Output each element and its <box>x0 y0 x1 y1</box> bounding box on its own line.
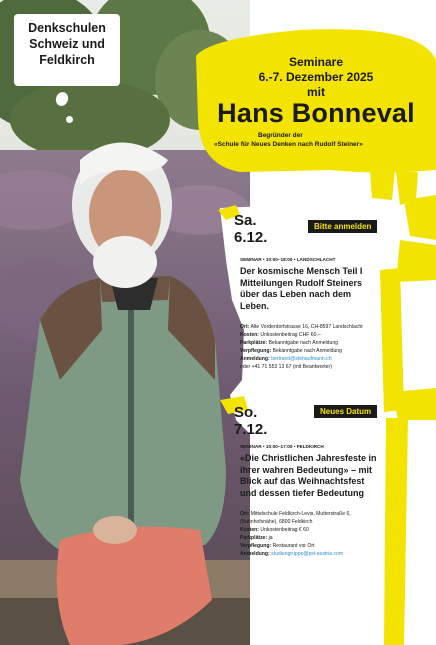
detail-value: Bekanntgabe nach Anmeldung <box>272 348 342 354</box>
header-seminare: Seminare <box>288 55 344 69</box>
bubble-line-1: Denkschulen <box>28 21 106 35</box>
bubble-line-2: Schweiz und <box>29 37 105 51</box>
detail-row <box>240 550 420 558</box>
detail-label: Ort: <box>240 324 250 330</box>
header-mit: mit <box>307 85 325 99</box>
event-title-line: über das Leben nach dem <box>240 289 352 300</box>
detail-row <box>240 355 420 363</box>
detail-value: Unkostenbeitrag € 60 <box>260 527 309 533</box>
email-link[interactable]: studiengruppe@psi-austria.com <box>271 551 344 557</box>
event-title-line: Leben. <box>240 300 270 311</box>
detail-row <box>240 363 420 371</box>
detail-label: Parkplätze: <box>240 340 268 346</box>
event-details <box>240 510 420 558</box>
event-details <box>240 323 420 371</box>
detail-row <box>240 323 420 331</box>
detail-row <box>240 542 420 550</box>
detail-label: Verpflegung: <box>240 543 272 549</box>
detail-value: Unkostenbeitrag CHF 60.– <box>260 332 321 338</box>
email-link[interactable]: bertrand@stehaufmann.ch <box>271 356 332 362</box>
speech-bubble <box>14 14 120 86</box>
event-title-line: ihrer wahren Bedeutung» – mit <box>240 464 373 475</box>
event-day: So. <box>234 404 258 421</box>
detail-row <box>240 534 420 542</box>
register-badge[interactable]: Bitte anmelden <box>308 220 377 233</box>
detail-row <box>240 510 420 518</box>
header-dates: 6.-7. Dezember 2025 <box>258 70 374 84</box>
speaker-name: Hans Bonneval <box>217 98 415 128</box>
detail-label: Kosten: <box>240 332 259 338</box>
detail-value: (Bahnhofsnähe), 6800 Feldkirch <box>240 519 313 525</box>
new-date-badge: Neues Datum <box>314 405 377 418</box>
event-title-line: und dessen tiefer Bedeutung <box>240 487 365 498</box>
event-title-line: Mitteilungen Rudolf Steiners <box>240 277 363 288</box>
event-title <box>240 453 408 499</box>
detail-row <box>240 331 420 339</box>
founder-line-1: Begründer der <box>258 132 303 139</box>
header-sign <box>196 0 436 170</box>
event-title-line: «Die Christlichen Jahresfeste in <box>240 453 377 463</box>
event-meta: SEMINAR • 10:00–17:00 • FELDKIRCH <box>240 444 324 449</box>
detail-value: Restaurant vor Ort <box>272 543 315 549</box>
event-date: 7.12. <box>234 421 268 438</box>
detail-value: Bekanntgabe nach Anmeldung <box>268 340 338 346</box>
event-title-line: Blick auf das Weihnachtsfest <box>240 476 365 487</box>
bubble-line-3: Feldkirch <box>39 53 95 67</box>
founder-line-2: «Schule für Neues Denken nach Rudolf Steiner» <box>214 141 363 148</box>
detail-label: Ort: <box>240 511 250 517</box>
detail-label: Anmeldung: <box>240 356 270 362</box>
bubble-tail-dot-small <box>66 116 73 123</box>
detail-value: oder +41 71 553 13 67 (mit Beantworter) <box>240 364 332 370</box>
detail-label: Anmeldung: <box>240 551 270 557</box>
detail-value: ja <box>268 535 273 541</box>
event-title-line: Der kosmische Mensch Teil I <box>240 266 363 276</box>
detail-label: Kosten: <box>240 527 259 533</box>
detail-value: Mittelschule Feldkirch-Levis, Mutterstraße 6, <box>250 511 351 517</box>
detail-label: Verpflegung: <box>240 348 272 354</box>
detail-label: Parkplätze: <box>240 535 268 541</box>
event-meta: SEMINAR • 10:00–18:00 • LANDSCHLACHT <box>240 257 336 262</box>
event-date: 6.12. <box>234 229 268 246</box>
detail-row <box>240 339 420 347</box>
event-title <box>240 266 408 312</box>
detail-row <box>240 518 420 526</box>
detail-row <box>240 526 420 534</box>
detail-row <box>240 347 420 355</box>
event-day: Sa. <box>234 212 257 229</box>
detail-value: Alte Vorderdorfstrasse 16, CH-8597 Landschlacht <box>250 324 363 330</box>
